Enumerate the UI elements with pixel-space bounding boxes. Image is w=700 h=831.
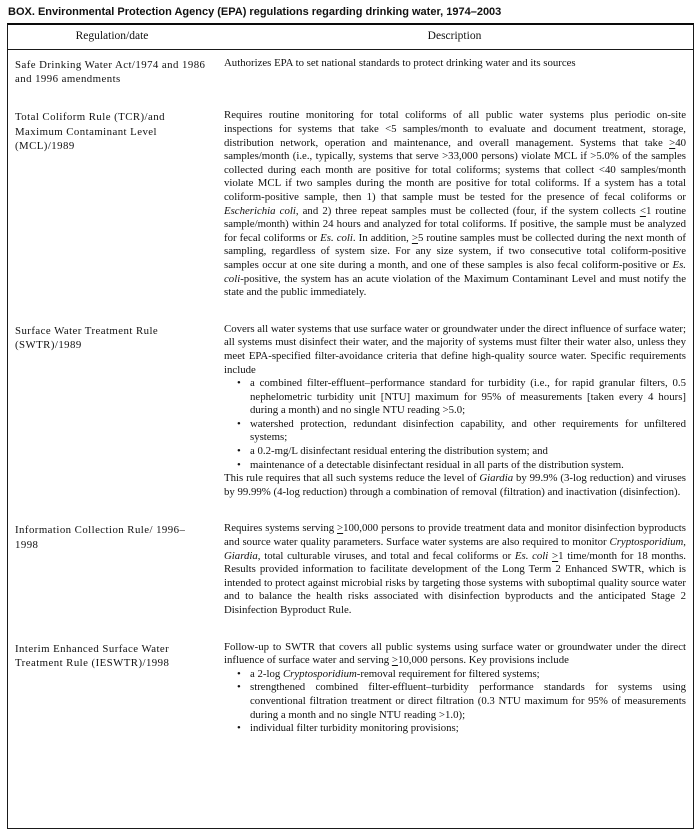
box-title: BOX. Environmental Protection Agency (EPA) regulations regarding drinking water, 1974–2003 (8, 6, 502, 18)
regulation-cell: Total Coliform Rule (TCR)/and Maximum Contaminant Level (MCL)/1989 (15, 111, 165, 152)
bullet-list (237, 668, 686, 736)
regulations-table (7, 23, 694, 829)
bullet-text: a combined filter-effluent–performance standard for turbidity (i.e., for rapid granular filters, 0.5 nephelometric turbidity unit [NTU] maximum for 95% of measurements [taken every 4 hours] during a month) and no single NTU reading >5.0; (250, 377, 686, 417)
column-header-regulation: Regulation/date (75, 30, 149, 42)
description-paragraph: Covers all water systems that use surface water or groundwater under the direct influence of surface water; all systems must disinfect their water, and the majority of systems must filter their water also, unless they meet EPA-specified filter-avoidance criteria that define high-quality source water. Specific requirements include (224, 322, 686, 376)
description-paragraph: Follow-up to SWTR that covers all public systems using surface water or groundwater under the direct influence of surface water and serving >10,000 persons. Key provisions include (224, 640, 686, 667)
description-cell (224, 323, 686, 500)
table-row (15, 323, 686, 500)
column-header-description: Description (427, 30, 482, 42)
description-cell (224, 522, 686, 617)
bullet-text: strengthened combined filter-effluent–turbidity performance standards for systems using conventional filtration treatment or direct filtration (0.3 NTU maximum for 95% of measurements during a month and no single NTU reading >1.0); (250, 681, 686, 721)
description-paragraph: Requires routine monitoring for total coliforms of all public water systems plus periodic on-site inspections for systems that take <5 samples/month to evaluate and document treatment, storage, distribution network, operation and maintenance, and overall management. Systems that take >40 samples/month (i.e., typically, systems that serve >33,000 persons) violate MCL if >5.0% of the samples collected during each month are positive for total coliforms; systems that collect <40 samples/month violate MCL if two samples during the month are positive for total coliforms. If a system has a total coliform-positive sample, then 1) that sample must be tested for the presence of fecal coliforms or Escherichia coli, and 2) three repeat samples must be collected (four, if the system collects <1 routine sample/month) within 24 hours and analyzed for total coliforms. If positive, the sample must be analyzed for fecal coliforms or Es. coli. In addition, >5 routine samples must be collected during the next month of sampling, regardless of system size. For any size system, if two consecutive total coliform-positive samples occur at one site during a month, and one of these samples is also fecal coliform-positive or Es. coli-positive, the system has an acute violation of the Maximum Contaminant Level and must notify the state and the public immediately. (224, 109, 687, 299)
bullet-text: a 0.2-mg/L disinfectant residual entering the distribution system; and (250, 445, 548, 458)
table-header-row (8, 25, 693, 50)
description-cell (224, 57, 686, 86)
bullet-icon: • (237, 681, 241, 694)
table-row (15, 522, 686, 617)
bullet-item (237, 418, 686, 445)
description-cell (224, 109, 686, 299)
description-paragraph: Requires systems serving >100,000 persons to provide treatment data and monitor disinfection byproducts and source water quality parameters. Surface water systems are also required to monitor Cryptosporidium, Giardia, total culturable viruses, and total and fecal coliforms or Es. coli >1 time/month for 18 months. Results provided information to facilitate development of the Long Term 2 Enhanced SWTR, which is intended to protect against microbial risks by targeting those systems with suboptimal quality source water and to balance the health risks associated with disinfection byproducts and the anticipated Stage 2 Disinfection Byproduct Rule. (224, 522, 687, 616)
description-paragraph: This rule requires that all such systems reduce the level of Giardia by 99.9% (3-log reduction) and viruses by 99.99% (4-log reduction) through a combination of removal (filtration) and inactivation (disinfection). (224, 472, 686, 498)
bullet-text: watershed protection, redundant disinfection capability, and other requirements for unfiltered systems; (250, 417, 686, 444)
bullet-item (237, 445, 686, 459)
bullet-item (237, 377, 686, 418)
description-cell (224, 641, 686, 736)
bullet-icon: • (237, 458, 241, 471)
bullet-list (237, 377, 686, 472)
regulation-cell: Information Collection Rule/ 1996–1998 (15, 524, 186, 551)
bullet-text: maintenance of a detectable disinfectant residual in all parts of the distribution system. (250, 458, 624, 471)
description-paragraph: Authorizes EPA to set national standards to protect drinking water and its sources (224, 57, 576, 69)
bullet-item (237, 681, 686, 722)
bullet-icon: • (237, 445, 241, 458)
bullet-icon: • (237, 377, 241, 390)
table-row (15, 641, 686, 736)
bullet-item (237, 668, 686, 682)
regulation-cell: Interim Enhanced Surface Water Treatment Rule (IESWTR)/1998 (15, 642, 170, 669)
bullet-icon: • (237, 667, 241, 680)
regulation-cell: Safe Drinking Water Act/1974 and 1986 and 1996 amendments (15, 59, 206, 86)
bullet-text: individual filter turbidity monitoring provisions; (250, 722, 459, 735)
table-row (15, 57, 686, 86)
table-row (15, 109, 686, 299)
bullet-item (237, 459, 686, 473)
table-body (8, 50, 693, 736)
bullet-text: a 2-log Cryptosporidium-removal requirement for filtered systems; (250, 667, 540, 680)
regulation-cell: Surface Water Treatment Rule (SWTR)/1989 (15, 324, 159, 351)
bullet-item (237, 722, 686, 736)
bullet-icon: • (237, 417, 241, 430)
bullet-icon: • (237, 722, 241, 735)
